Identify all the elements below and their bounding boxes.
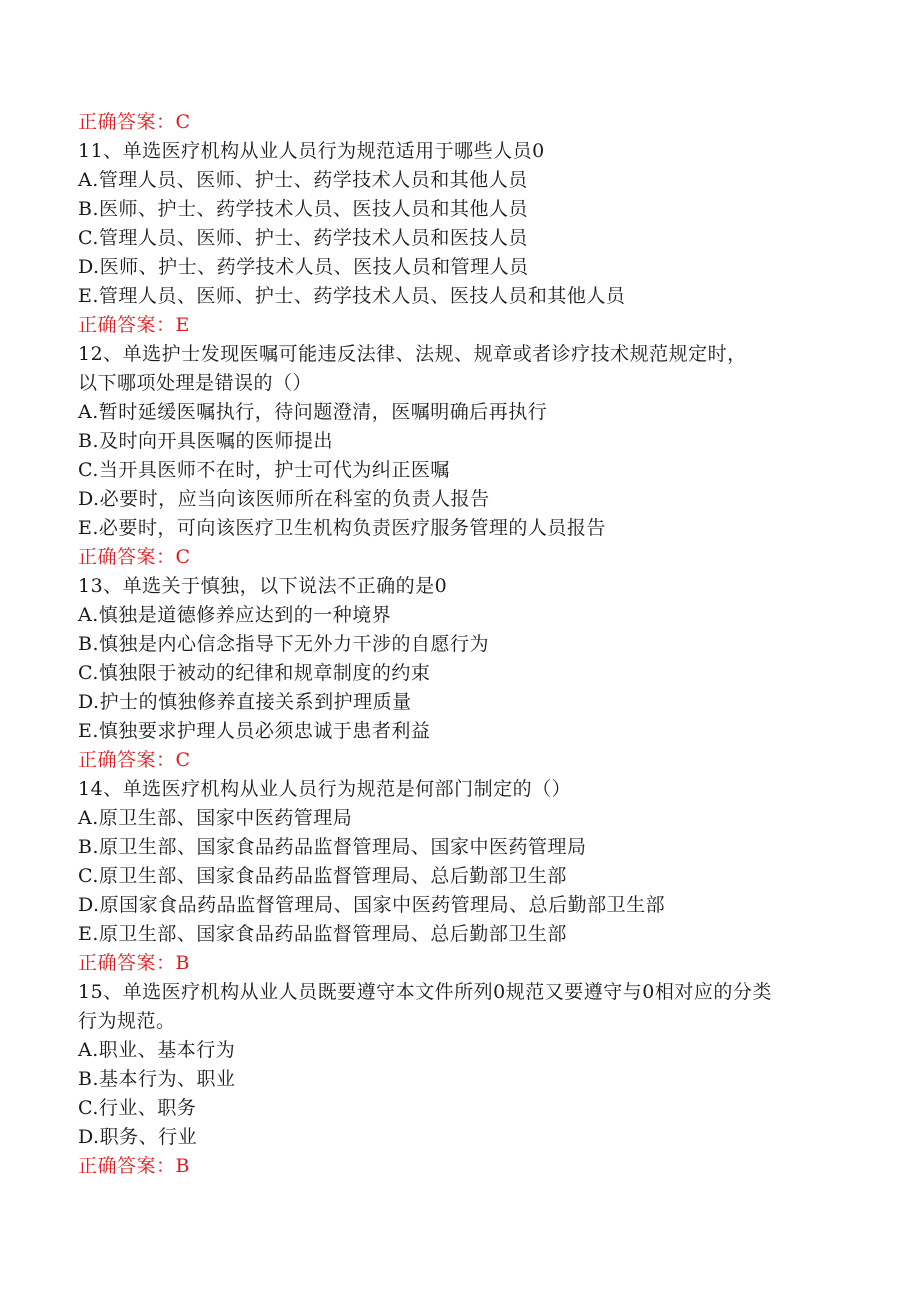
- answer-option: C.原卫生部、国家食品药品监督管理局、总后勤部卫生部: [78, 865, 567, 887]
- correct-answer: 正确答案：C: [78, 111, 191, 133]
- correct-answer: 正确答案：B: [78, 952, 190, 974]
- answer-option: D.必要时，应当向该医师所在科室的负责人报告: [78, 488, 490, 510]
- answer-option: D.医师、护士、药学技术人员、医技人员和管理人员: [78, 256, 529, 278]
- answer-option: D.原国家食品药品监督管理局、国家中医药管理局、总后勤部卫生部: [78, 894, 666, 916]
- question-text: 14、单选医疗机构从业人员行为规范是何部门制定的（）: [78, 778, 572, 800]
- question-text: 行为规范。: [78, 1010, 176, 1032]
- answer-option: E.必要时，可向该医疗卫生机构负责医疗服务管理的人员报告: [78, 517, 606, 539]
- answer-option: E.原卫生部、国家食品药品监督管理局、总后勤部卫生部: [78, 923, 567, 945]
- correct-answer: 正确答案：E: [78, 314, 190, 336]
- answer-option: C.管理人员、医师、护士、药学技术人员和医技人员: [78, 227, 528, 249]
- answer-option: E.慎独要求护理人员必须忠诚于患者利益: [78, 720, 431, 742]
- answer-option: B.及时向开具医嘱的医师提出: [78, 430, 334, 452]
- answer-option: C.行业、职务: [78, 1097, 197, 1119]
- answer-option: A.慎独是道德修养应达到的一种境界: [78, 604, 392, 626]
- question-text: 12、单选护士发现医嘱可能违反法律、法规、规章或者诊疗技术规范规定时，: [78, 343, 747, 365]
- answer-option: B.慎独是内心信念指导下无外力干涉的自愿行为: [78, 633, 490, 655]
- correct-answer: 正确答案：C: [78, 546, 191, 568]
- question-text: 11、单选医疗机构从业人员行为规范适用于哪些人员0: [78, 140, 545, 162]
- answer-option: A.原卫生部、国家中医药管理局: [78, 807, 353, 829]
- answer-option: C.慎独限于被动的纪律和规章制度的约束: [78, 662, 431, 684]
- answer-option: C.当开具医师不在时，护士可代为纠正医嘱: [78, 459, 450, 481]
- correct-answer: 正确答案：C: [78, 749, 191, 771]
- answer-option: D.护士的慎独修养直接关系到护理质量: [78, 691, 412, 713]
- question-text: 15、单选医疗机构从业人员既要遵守本文件所列0规范又要遵守与0相对应的分类: [78, 981, 772, 1003]
- answer-option: B.基本行为、职业: [78, 1068, 236, 1090]
- correct-answer: 正确答案：B: [78, 1155, 190, 1177]
- question-text: 以下哪项处理是错误的（）: [78, 372, 313, 394]
- answer-option: B.医师、护士、药学技术人员、医技人员和其他人员: [78, 198, 529, 220]
- answer-option: E.管理人员、医师、护士、药学技术人员、医技人员和其他人员: [78, 285, 626, 307]
- answer-option: B.原卫生部、国家食品药品监督管理局、国家中医药管理局: [78, 836, 587, 858]
- question-text: 13、单选关于慎独，以下说法不正确的是0: [78, 575, 448, 597]
- answer-option: A.暂时延缓医嘱执行，待问题澄清，医嘱明确后再执行: [78, 401, 548, 423]
- answer-option: A.管理人员、医师、护士、药学技术人员和其他人员: [78, 169, 528, 191]
- document-page: [78, 108, 858, 1181]
- answer-option: D.职务、行业: [78, 1126, 198, 1148]
- answer-option: A.职业、基本行为: [78, 1039, 236, 1061]
